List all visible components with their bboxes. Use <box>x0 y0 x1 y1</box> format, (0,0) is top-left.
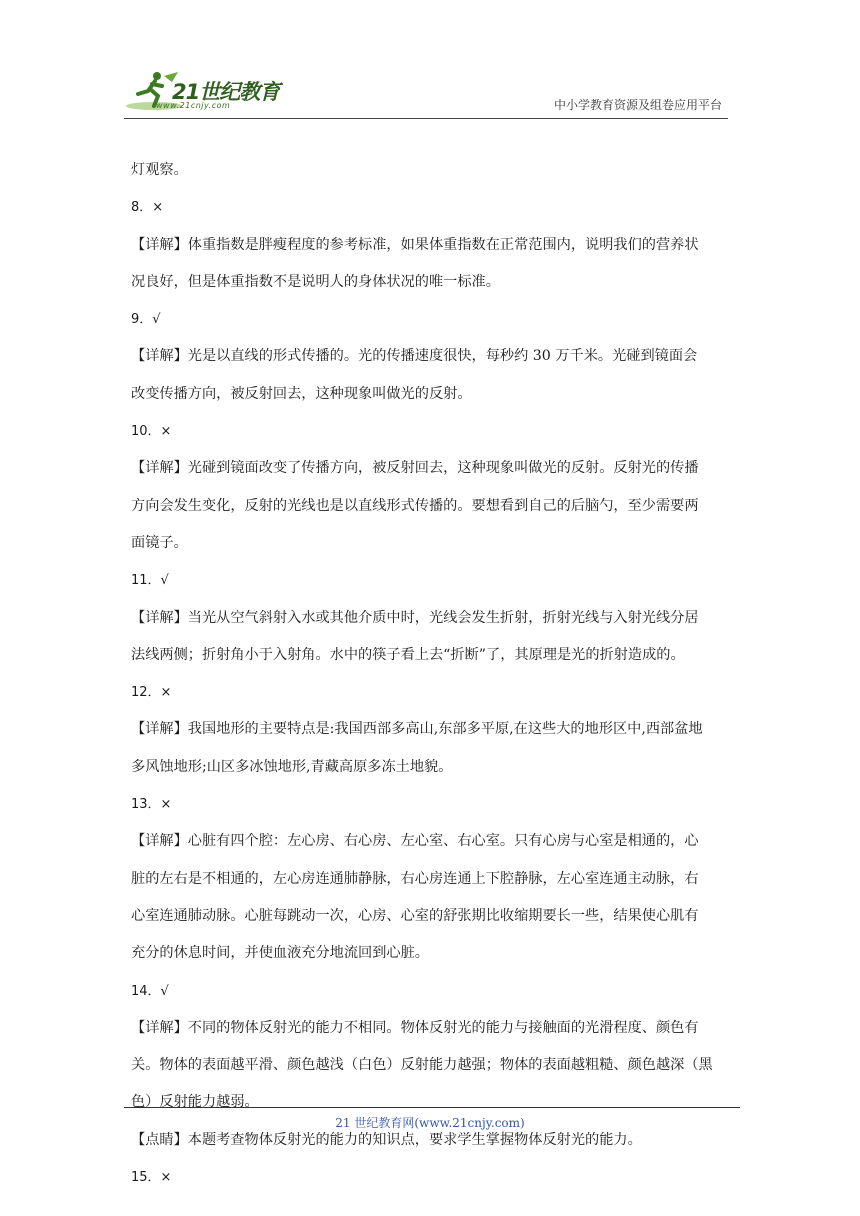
logo <box>124 70 299 112</box>
text-line: 改变传播方向，被反射回去，这种现象叫做光的反射。 <box>131 385 472 402</box>
text-line: 况良好，但是体重指数不是说明人的身体状况的唯一标准。 <box>131 273 500 290</box>
text-line: 脏的左右是不相通的，左心房连通肺静脉，右心房连通上下腔静脉，左心室连通主动脉，右 <box>131 870 699 887</box>
text-line: 灯观察。 <box>131 162 188 178</box>
text-line: 方向会发生变化，反射的光线也是以直线形式传播的。要想看到自己的后脑勺，至少需要两 <box>131 497 699 514</box>
header-platform-text: 中小学教育资源及组卷应用平台 <box>553 98 722 112</box>
text-line: 【详解】我国地形的主要特点是:我国西部多高山,东部多平原,在这些大的地形区中,西部盆地 <box>131 721 703 738</box>
text-line: 色）反射能力越弱。 <box>131 1094 259 1111</box>
footer-text: 21 世纪教育网(www.21cnjy.com) <box>335 1116 525 1130</box>
text-line: 【详解】光是以直线的形式传播的。光的传播速度很快，每秒约 30 万千米。光碰到镜面会 <box>131 348 698 365</box>
text-line: 法线两侧；折射角小于入射角。水中的筷子看上去“折断”了，其原理是光的折射造成的。 <box>131 646 685 663</box>
text-line: 【详解】当光从空气斜射入水或其他介质中时，光线会发生折射，折射光线与入射光线分居 <box>131 609 699 626</box>
footer-divider <box>124 1107 740 1108</box>
text-line: 【详解】心脏有四个腔：左心房、右心房、左心室、右心室。只有心房与心室是相通的，心 <box>131 833 699 850</box>
answer-number: 12．× <box>131 685 172 701</box>
logo-url: www.21cnjy.com <box>156 101 231 110</box>
header-divider <box>124 118 728 119</box>
answer-content <box>131 152 731 1196</box>
text-line: 【详解】体重指数是胖瘦程度的参考标准，如果体重指数在正常范围内，说明我们的营养状 <box>131 236 699 253</box>
answer-number: 14．√ <box>131 983 169 999</box>
text-line: 面镜子。 <box>131 534 188 551</box>
answer-number: 13．× <box>131 797 172 813</box>
answer-number: 9．√ <box>131 312 161 328</box>
answer-number: 8．× <box>131 200 164 216</box>
text-line: 充分的休息时间，并使血液充分地流回到心脏。 <box>131 945 429 962</box>
text-line: 【点睛】本题考查物体反射光的能力的知识点，要求学生掌握物体反射光的能力。 <box>131 1131 642 1148</box>
logo-text: 21世纪教育 <box>172 80 280 104</box>
text-line: 关。物体的表面越平滑、颜色越浅（白色）反射能力越强；物体的表面越粗糙、颜色越深（黑 <box>131 1057 713 1074</box>
answer-number: 11．√ <box>131 573 169 589</box>
text-line: 【详解】光碰到镜面改变了传播方向，被反射回去，这种现象叫做光的反射。反射光的传播 <box>131 460 699 477</box>
answer-number: 15．× <box>131 1170 172 1186</box>
text-line: 多风蚀地形;山区多冰蚀地形,青藏高原多冻土地貌。 <box>131 758 453 775</box>
text-line: 心室连通肺动脉。心脏每跳动一次，心房、心室的舒张期比收缩期要长一些，结果使心肌有 <box>131 907 699 924</box>
answer-number: 10．× <box>131 424 172 440</box>
text-line: 【详解】不同的物体反射光的能力不相同。物体反射光的能力与接触面的光滑程度、颜色有 <box>131 1019 699 1036</box>
page-header <box>124 60 728 120</box>
